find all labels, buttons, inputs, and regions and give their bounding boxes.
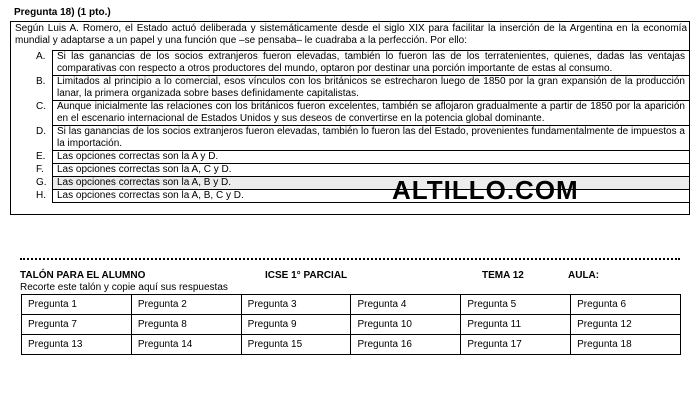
answer-row: [22, 295, 681, 315]
answer-cell[interactable]: Pregunta 11: [461, 315, 571, 335]
option-text: Si las ganancias de los socios extranjeros fueron elevadas, también lo fueron las de los terratenientes, quienes, dadas las ventajas comparativas con respecto a otros productores del mundo, optaron por destinar una porción importante de estas al consumo.: [53, 51, 690, 76]
option-h: [10, 190, 690, 203]
option-letter: G.: [36, 176, 47, 188]
option-text: Aunque inicialmente las relaciones con los británicos fueron excelentes, también se aflojaron gradualmente a partir de 1850 por la aparición en el escenario internacional de Estados Unidos y sus deseos de convertirse en la potencia global dominante.: [53, 101, 690, 126]
option-g: [10, 177, 690, 190]
answer-cell[interactable]: Pregunta 8: [131, 315, 241, 335]
option-letter: C.: [36, 100, 46, 112]
option-text: Si las ganancias de los socios extranjeros fueron elevadas, también lo fueron las del Estado, provenientes fundamentalmente de impuestos a la importación.: [53, 126, 690, 151]
question-title: Pregunta 18) (1 pto.): [14, 7, 111, 18]
option-letter: B.: [36, 75, 46, 87]
answer-cell[interactable]: Pregunta 3: [241, 295, 351, 315]
answer-cell[interactable]: Pregunta 6: [571, 295, 681, 315]
answer-row: [22, 335, 681, 355]
answer-cell[interactable]: Pregunta 4: [351, 295, 461, 315]
answer-cell[interactable]: Pregunta 14: [131, 335, 241, 355]
option-letter: F.: [36, 163, 44, 175]
option-text: Las opciones correctas son la A y D.: [53, 151, 690, 164]
option-letter: A.: [36, 50, 46, 62]
talon-tema: TEMA 12: [482, 270, 524, 281]
option-letter: H.: [36, 189, 46, 201]
option-letter: E.: [36, 150, 46, 162]
answer-cell[interactable]: Pregunta 1: [22, 295, 132, 315]
talon-title: TALÓN PARA EL ALUMNO: [20, 270, 146, 281]
answer-cell[interactable]: Pregunta 12: [571, 315, 681, 335]
option-text: Las opciones correctas son la A, B y D.: [53, 177, 690, 190]
question-intro: Según Luis A. Romero, el Estado actuó deliberada y sistemáticamente desde el siglo XIX para facilitar la inserción de la Argentina en la economía mundial y adaptarse a un papel y una función que –se pensaba– le cuadraba a la perfección. Por ello:: [15, 23, 687, 46]
answer-cell[interactable]: Pregunta 2: [131, 295, 241, 315]
talon-course: ICSE 1° PARCIAL: [265, 270, 348, 281]
watermark: ALTILLO.COM: [392, 175, 579, 205]
option-b: [10, 76, 690, 101]
answer-grid: [21, 294, 681, 355]
option-letter: D.: [36, 125, 46, 137]
option-e: [10, 151, 690, 164]
answer-cell[interactable]: Pregunta 18: [571, 335, 681, 355]
talon-header: [20, 270, 680, 282]
option-f: [10, 164, 690, 177]
option-text: Las opciones correctas son la A, B, C y D.: [53, 190, 690, 203]
answer-cell[interactable]: Pregunta 15: [241, 335, 351, 355]
options-table: [10, 50, 690, 203]
answer-cell[interactable]: Pregunta 16: [351, 335, 461, 355]
answer-cell[interactable]: Pregunta 10: [351, 315, 461, 335]
talon-instruction: Recorte este talón y copie aquí sus respuestas: [20, 282, 228, 293]
option-d: [10, 126, 690, 151]
answer-cell[interactable]: Pregunta 5: [461, 295, 571, 315]
option-a: [10, 51, 690, 76]
option-text: Limitados al principio a lo comercial, esos vínculos con los británicos se estrecharon luego de 1850 por la gran expansión de la producción lanar, la primera organizada sobre bases definidamente capitalistas.: [53, 76, 690, 101]
talon-aula: AULA:: [568, 270, 600, 281]
answer-cell[interactable]: Pregunta 17: [461, 335, 571, 355]
cut-line: [20, 258, 680, 260]
option-text: Las opciones correctas son la A, C y D.: [53, 164, 690, 177]
answer-cell[interactable]: Pregunta 7: [22, 315, 132, 335]
option-c: [10, 101, 690, 126]
answer-cell[interactable]: Pregunta 9: [241, 315, 351, 335]
answer-row: [22, 315, 681, 335]
answer-cell[interactable]: Pregunta 13: [22, 335, 132, 355]
